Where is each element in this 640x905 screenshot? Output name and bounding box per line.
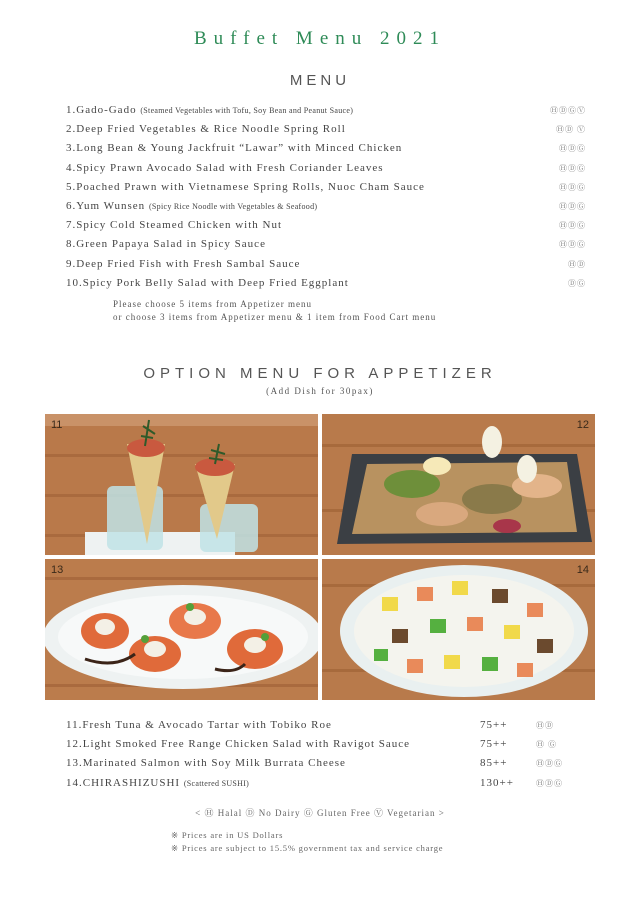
menu-item-description: (Steamed Vegetables with Tofu, Soy Bean and Peanut Sauce) xyxy=(140,106,354,115)
option-item-dietary-tags: Ⓗ Ⓖ xyxy=(536,740,557,750)
dish-photo-12 xyxy=(322,414,595,555)
menu-item-number: 5. xyxy=(66,180,77,193)
menu-item-dietary-tags: ⒽⒹⒼ xyxy=(559,221,586,231)
option-item-price: 75++ xyxy=(480,738,508,751)
option-item-number: 11. xyxy=(66,719,83,731)
menu-item xyxy=(66,197,586,216)
menu-item-name: Long Bean & Young Jackfruit “Lawar” with Minced Chicken xyxy=(76,142,403,155)
option-item-number: 12. xyxy=(66,738,83,751)
option-item xyxy=(66,774,566,793)
menu-item-number: 1. xyxy=(66,104,77,116)
dish-photo-grid xyxy=(45,414,595,700)
footnote-tax: ※ Prices are subject to 15.5% government tax and service charge xyxy=(171,842,444,853)
menu-item-name: Poached Prawn with Vietnamese Spring Rolls, Nuoc Cham Sauce xyxy=(76,180,425,193)
menu-item-number: 4. xyxy=(66,161,77,174)
option-item-description: (Scattered SUSHI) xyxy=(183,778,250,788)
option-menu-heading: OPTION MENU FOR APPETIZER xyxy=(143,365,497,382)
option-item xyxy=(66,754,566,773)
option-item-number: 13. xyxy=(66,757,83,770)
selection-note xyxy=(113,298,436,324)
menu-item xyxy=(66,101,586,120)
menu-item xyxy=(66,216,586,235)
option-item xyxy=(66,735,566,754)
chicken-salad-photo xyxy=(322,414,595,555)
menu-item-name: Deep Fried Fish with Fresh Sambal Sauce xyxy=(76,257,301,270)
option-item-price: 130++ xyxy=(480,776,514,789)
option-item-name: Fresh Tuna & Avocado Tartar with Tobiko Roe xyxy=(82,719,332,731)
menu-item xyxy=(66,235,586,254)
menu-heading: MENU xyxy=(289,72,351,89)
photo-label-11: 11 xyxy=(51,419,63,431)
option-menu-list xyxy=(66,716,566,793)
menu-item xyxy=(66,139,586,158)
photo-label-12: 12 xyxy=(576,419,589,431)
footnotes xyxy=(171,829,443,854)
tuna-tartar-photo xyxy=(45,414,318,555)
option-menu-subheading: (Add Dish for 30pax) xyxy=(266,386,374,396)
menu-item-number: 10. xyxy=(66,276,83,289)
option-item xyxy=(66,716,566,735)
option-item-number: 14. xyxy=(66,776,83,789)
menu-item-number: 7. xyxy=(66,219,77,232)
menu-item-number: 8. xyxy=(66,238,77,251)
menu-item-name: Yum Wunsen xyxy=(76,199,146,212)
option-item-dietary-tags: ⒽⒹⒼ xyxy=(536,759,563,769)
menu-item-name: Spicy Pork Belly Salad with Deep Fried Eggplant xyxy=(82,276,349,289)
option-item-dietary-tags: ⒽⒹ xyxy=(536,721,554,730)
menu-item-dietary-tags: ⒽⒹⒼⓋ xyxy=(550,106,586,115)
page-title: Buffet Menu 2021 xyxy=(193,28,447,49)
footnote-currency: ※ Prices are in US Dollars xyxy=(171,830,284,840)
menu-item-number: 6. xyxy=(66,199,77,212)
menu-item-name: Spicy Cold Steamed Chicken with Nut xyxy=(76,219,283,232)
option-item-price: 85++ xyxy=(480,757,508,770)
menu-item-name: Gado-Gado xyxy=(76,104,137,116)
dish-photo-13 xyxy=(45,559,318,700)
menu-item-number: 3. xyxy=(66,142,77,155)
menu-item-dietary-tags: ⒽⒹ Ⓥ xyxy=(556,125,586,135)
dietary-legend: < Ⓗ Halal Ⓓ No Dairy Ⓖ Gluten Free Ⓥ Vegetarian > xyxy=(195,808,445,818)
menu-item-dietary-tags: ⒽⒹ xyxy=(568,259,586,269)
menu-item-name: Deep Fried Vegetables & Rice Noodle Spring Roll xyxy=(76,123,346,136)
menu-item xyxy=(66,159,586,178)
selection-note-line-2: or choose 3 items from Appetizer menu & 1 item from Food Cart menu xyxy=(113,312,437,322)
chirashizushi-photo xyxy=(322,559,595,700)
option-item-name: Light Smoked Free Range Chicken Salad with Ravigot Sauce xyxy=(82,738,411,751)
option-item-price: 75++ xyxy=(480,719,508,731)
menu-item-number: 2. xyxy=(66,123,77,136)
option-item-name: Marinated Salmon with Soy Milk Burrata Cheese xyxy=(82,757,346,770)
menu-item-dietary-tags: ⒽⒹⒼ xyxy=(559,144,586,154)
menu-item-dietary-tags: ⒽⒹⒼ xyxy=(559,182,586,192)
dish-photo-11 xyxy=(45,414,318,555)
dish-photo-14 xyxy=(322,559,595,700)
photo-label-14: 14 xyxy=(576,564,589,576)
salmon-burrata-photo xyxy=(45,559,318,700)
menu-item xyxy=(66,255,586,274)
photo-label-13: 13 xyxy=(51,564,64,576)
menu-item-dietary-tags: ⒽⒹⒼ xyxy=(559,163,586,173)
menu-item xyxy=(66,178,586,197)
menu-item-dietary-tags: ⒹⒼ xyxy=(568,278,586,288)
menu-item-description: (Spicy Rice Noodle with Vegetables & Seafood) xyxy=(148,201,318,211)
option-item-name: CHIRASHIZUSHI xyxy=(82,776,181,789)
option-item-dietary-tags: ⒽⒹⒼ xyxy=(536,778,563,788)
menu-item xyxy=(66,120,586,139)
menu-item-name: Green Papaya Salad in Spicy Sauce xyxy=(76,238,266,251)
selection-note-line-1: Please choose 5 items from Appetizer menu xyxy=(113,299,312,309)
menu-item xyxy=(66,274,586,293)
menu-item-number: 9. xyxy=(66,257,77,270)
menu-list xyxy=(66,101,586,293)
menu-item-dietary-tags: ⒽⒹⒼ xyxy=(559,201,586,211)
menu-item-dietary-tags: ⒽⒹⒼ xyxy=(559,240,586,250)
menu-item-name: Spicy Prawn Avocado Salad with Fresh Coriander Leaves xyxy=(76,161,384,174)
